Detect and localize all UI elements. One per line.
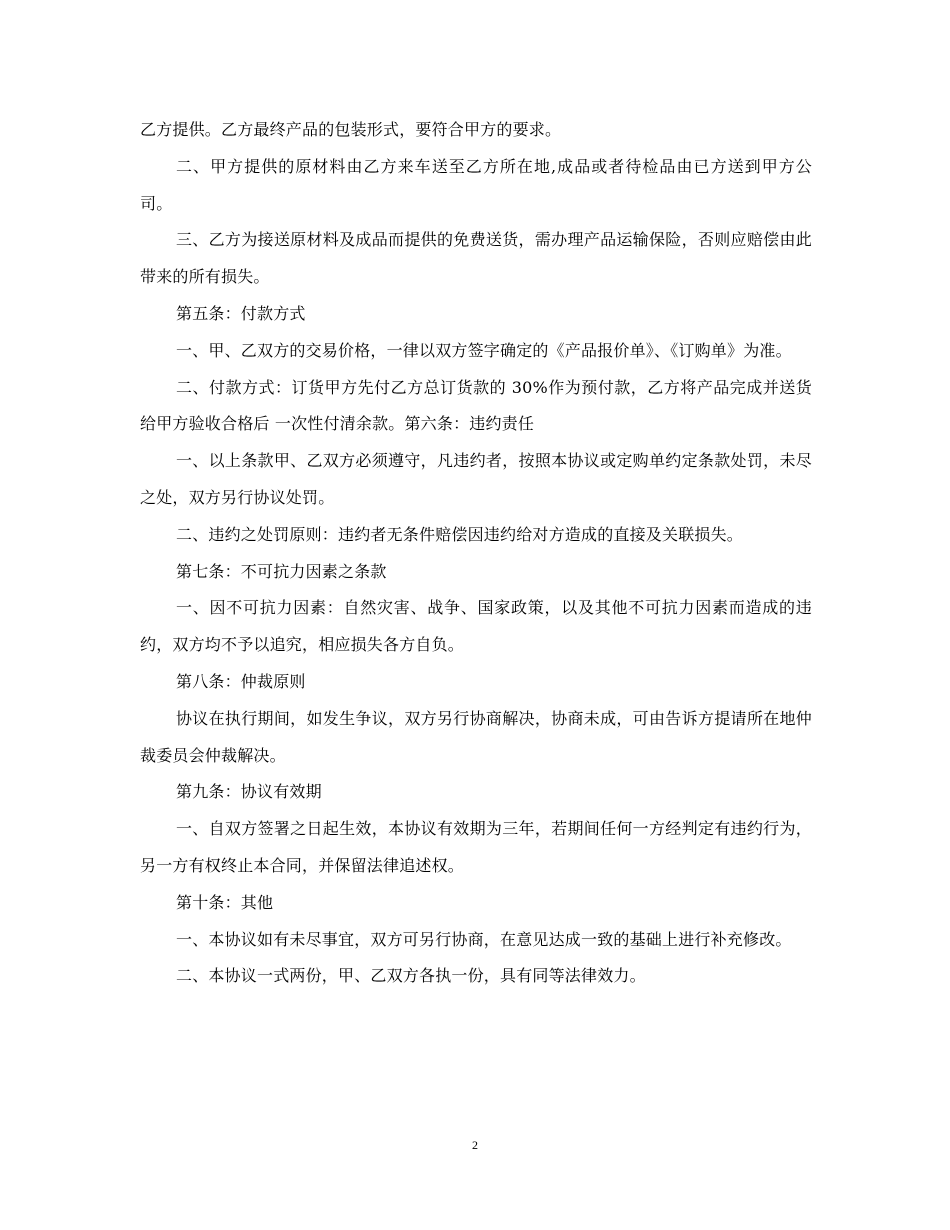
paragraph: 一、本协议如有未尽事宜，双方可另行协商，在意见达成一致的基础上进行补充修改。	[176, 929, 792, 949]
paragraph: 协议在执行期间，如发生争议，双方另行协商解决，协商未成，可由告诉方提请所在地仲裁委员会仲裁解决。	[140, 708, 812, 765]
paragraph: 二、违约之处罚原则：违约者无条件赔偿因违约给对方造成的直接及关联损失。	[176, 524, 744, 544]
page-number: 2	[472, 1138, 478, 1152]
paragraph: 乙方提供。乙方最终产品的包装形式，要符合甲方的要求。	[140, 120, 562, 139]
paragraph: 一、甲、乙双方的交易价格，一律以双方签字确定的《产品报价单》、《订购单》为准。	[176, 340, 792, 360]
paragraph: 二、甲方提供的原材料由乙方来车送至乙方所在地,成品或者待检品由已方送到甲方公司。	[140, 156, 812, 213]
section-heading: 第五条：付款方式	[176, 303, 306, 323]
paragraph: 一、以上条款甲、乙双方必须遵守，凡违约者，按照本协议或定购单约定条款处罚，未尽之处，双方另行协议处罚。	[140, 451, 812, 507]
document-body	[140, 112, 812, 995]
section-heading: 第七条：不可抗力因素之条款	[176, 561, 387, 581]
paragraph: 二、付款方式：订货甲方先付乙方总订货款的 30%作为预付款，乙方将产品完成并送货给甲方验收合格后 一次性付清余款。第六条：违约责任	[140, 377, 812, 434]
section-heading: 第十条：其他	[176, 892, 274, 912]
paragraph: 一、自双方签署之日起生效，本协议有效期为三年，若期间任何一方经判定有违约行为，另一方有权终止本合同，并保留法律追述权。	[140, 819, 812, 875]
paragraph: 三、乙方为接送原材料及成品而提供的免费送货，需办理产品运输保险，否则应赔偿由此带来的所有损失。	[140, 230, 812, 287]
section-heading: 第九条：协议有效期	[176, 782, 322, 802]
paragraph: 一、因不可抗力因素：自然灾害、战争、国家政策，以及其他不可抗力因素而造成的违约，双方均不予以追究，相应损失各方自负。	[140, 598, 812, 655]
section-heading: 第八条：仲裁原则	[176, 671, 306, 691]
paragraph: 二、本协议一式两份，甲、乙双方各执一份，具有同等法律效力。	[176, 966, 646, 986]
